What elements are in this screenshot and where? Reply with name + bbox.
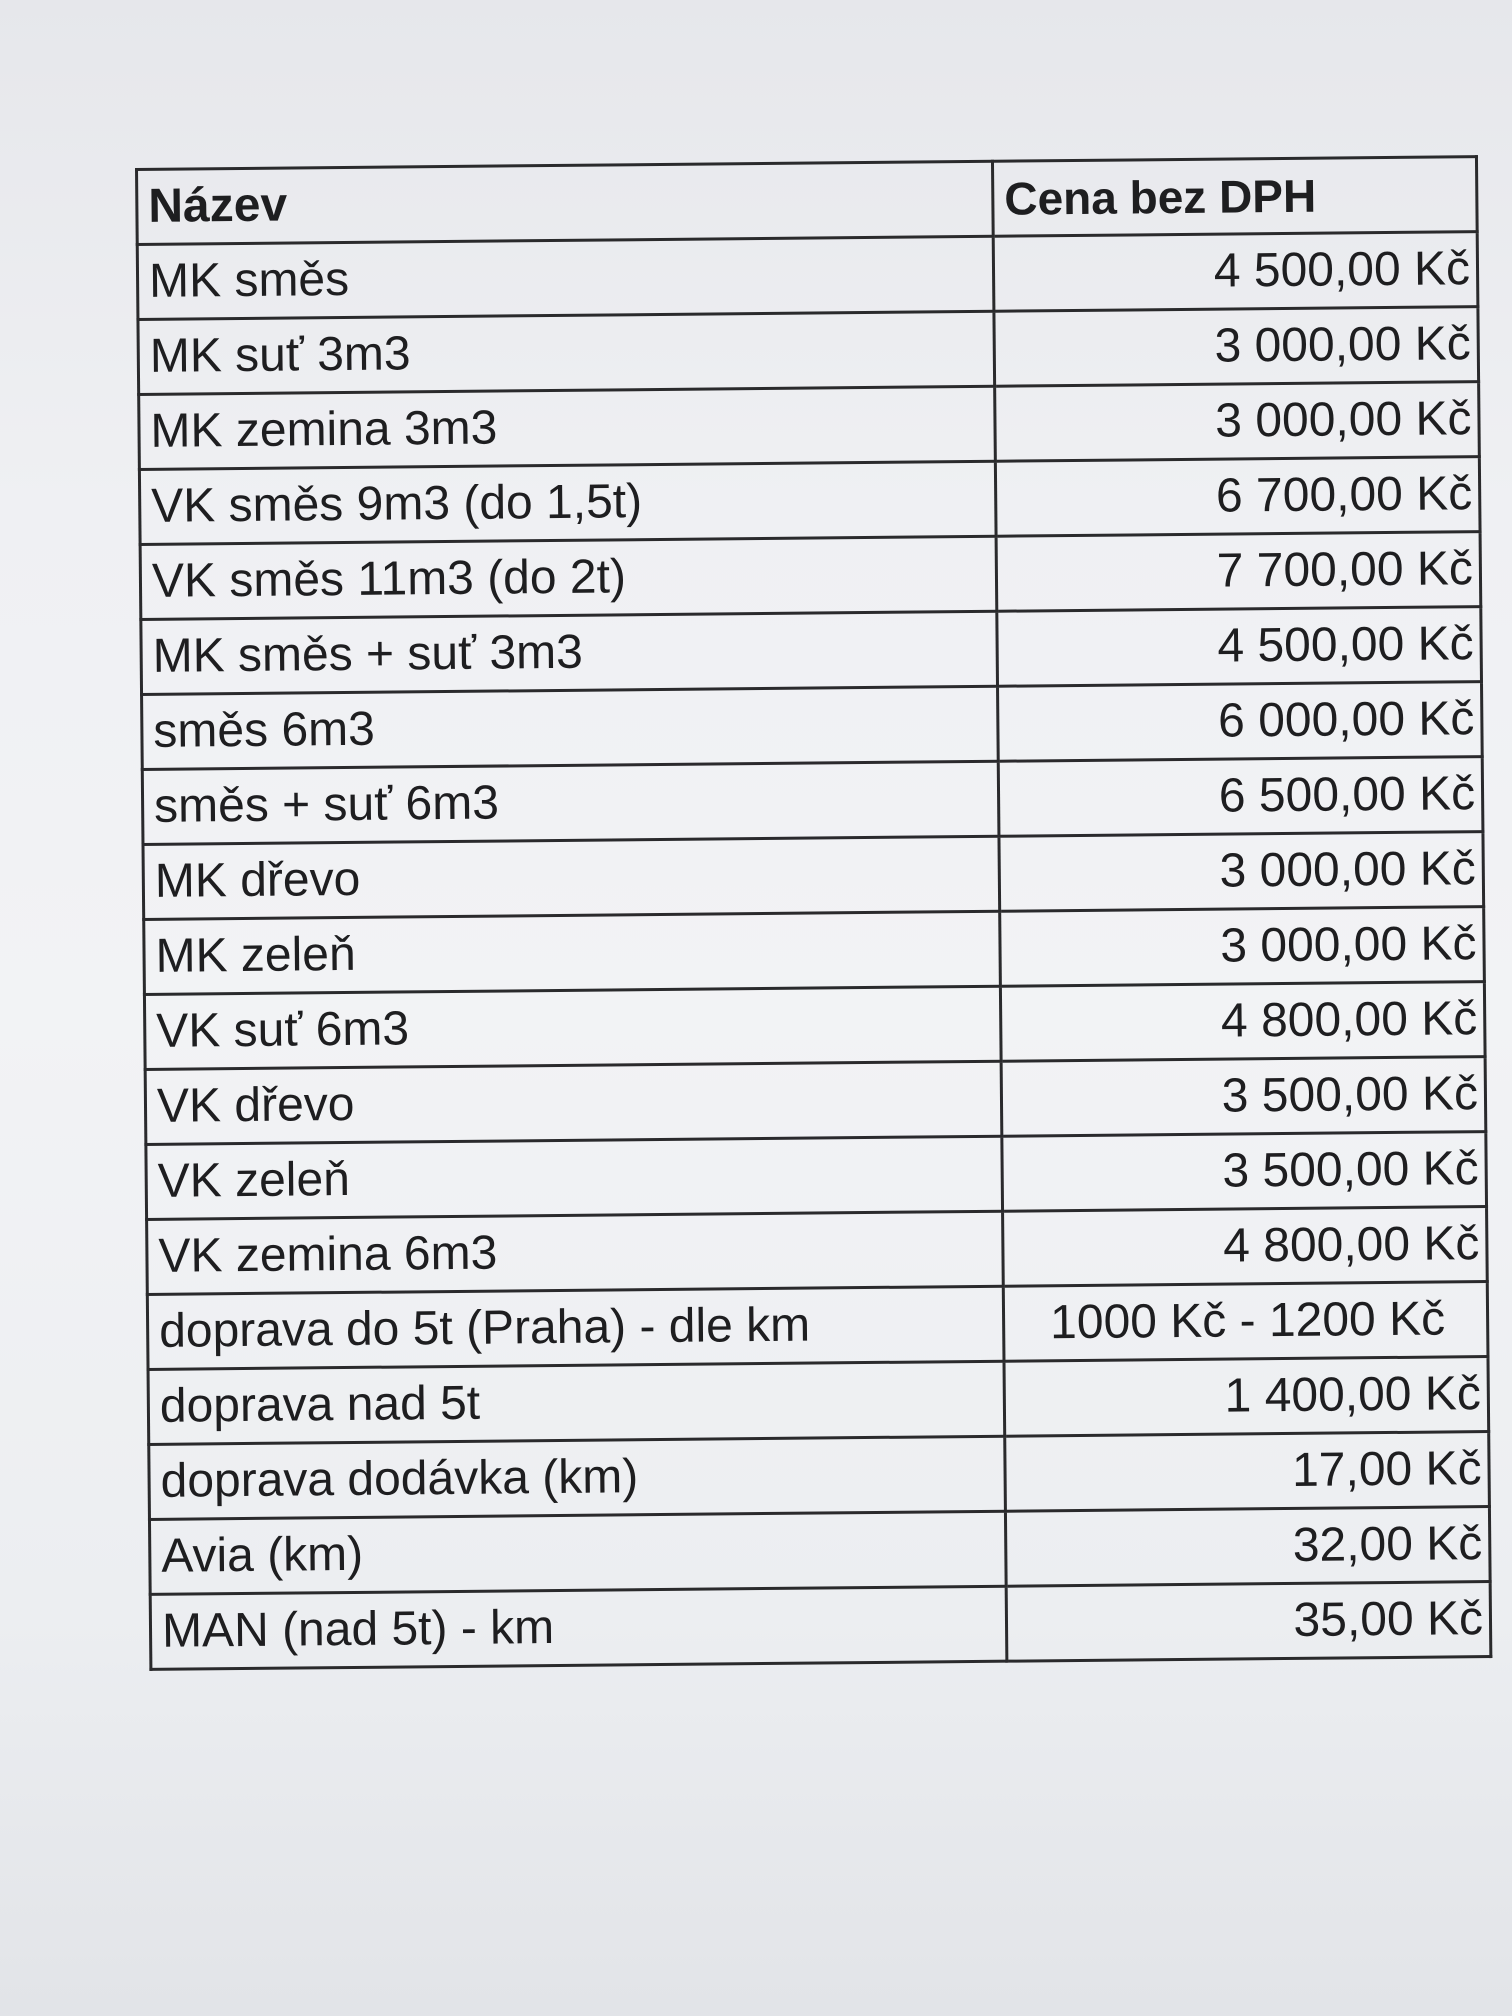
- row-price: 4 500,00 Kč: [993, 232, 1478, 312]
- table-row: [139, 457, 1480, 545]
- table-row: [137, 232, 1478, 320]
- table-row: [149, 1507, 1490, 1595]
- row-price: 32,00 Kč: [1005, 1507, 1490, 1587]
- table-row: [148, 1357, 1489, 1445]
- row-price: 17,00 Kč: [1005, 1432, 1490, 1512]
- row-price: 3 000,00 Kč: [999, 832, 1484, 912]
- table-row: [144, 982, 1485, 1070]
- row-price: 4 500,00 Kč: [997, 607, 1482, 687]
- row-name: VK zeleň: [146, 1136, 1003, 1219]
- row-name: doprava do 5t (Praha) - dle km: [147, 1286, 1004, 1369]
- row-price: 4 800,00 Kč: [1003, 1207, 1488, 1287]
- price-table-container: [135, 155, 1489, 1671]
- row-name: VK dřevo: [145, 1061, 1002, 1144]
- table-row: [145, 1057, 1486, 1145]
- row-price: 1000 Kč - 1200 Kč: [1003, 1282, 1488, 1362]
- row-name: MK směs + suť 3m3: [141, 611, 998, 694]
- table-row: [141, 607, 1482, 695]
- row-name: MK směs: [137, 236, 994, 319]
- row-name: doprava dodávka (km): [149, 1436, 1006, 1519]
- row-price: 3 000,00 Kč: [995, 382, 1480, 462]
- row-name: Avia (km): [149, 1511, 1006, 1594]
- row-price: 6 000,00 Kč: [998, 682, 1483, 762]
- row-name: VK směs 9m3 (do 1,5t): [139, 461, 996, 544]
- row-name: MK suť 3m3: [138, 311, 995, 394]
- table-row: [138, 307, 1479, 395]
- row-name: směs 6m3: [142, 686, 999, 769]
- row-name: MK zeleň: [144, 911, 1001, 994]
- table-row: [147, 1282, 1488, 1370]
- row-price: 3 500,00 Kč: [1001, 1057, 1486, 1137]
- price-table: [135, 155, 1492, 1671]
- header-name: Název: [137, 161, 994, 244]
- row-price: 35,00 Kč: [1006, 1582, 1491, 1662]
- row-price: 3 500,00 Kč: [1002, 1132, 1487, 1212]
- row-price: 7 700,00 Kč: [996, 532, 1481, 612]
- table-row: [146, 1132, 1487, 1220]
- table-row: [144, 907, 1485, 995]
- table-row: [150, 1582, 1491, 1670]
- row-name: VK suť 6m3: [144, 986, 1001, 1069]
- row-name: doprava nad 5t: [148, 1361, 1005, 1444]
- table-row: [147, 1207, 1488, 1295]
- table-row: [143, 832, 1484, 920]
- row-price: 6 500,00 Kč: [998, 757, 1483, 837]
- row-price: 6 700,00 Kč: [995, 457, 1480, 537]
- table-row: [139, 382, 1480, 470]
- row-name: směs + suť 6m3: [142, 761, 999, 844]
- row-price: 3 000,00 Kč: [994, 307, 1479, 387]
- table-row: [149, 1432, 1490, 1520]
- table-header-row: [137, 157, 1478, 245]
- row-name: MK zemina 3m3: [139, 386, 996, 469]
- table-row: [142, 682, 1483, 770]
- row-name: MAN (nad 5t) - km: [150, 1586, 1007, 1669]
- header-price: Cena bez DPH: [992, 157, 1477, 237]
- row-price: 1 400,00 Kč: [1004, 1357, 1489, 1437]
- row-name: VK směs 11m3 (do 2t): [140, 536, 997, 619]
- row-name: VK zemina 6m3: [147, 1211, 1004, 1294]
- row-price: 3 000,00 Kč: [1000, 907, 1485, 987]
- row-name: MK dřevo: [143, 836, 1000, 919]
- row-price: 4 800,00 Kč: [1000, 982, 1485, 1062]
- table-row: [142, 757, 1483, 845]
- table-row: [140, 532, 1481, 620]
